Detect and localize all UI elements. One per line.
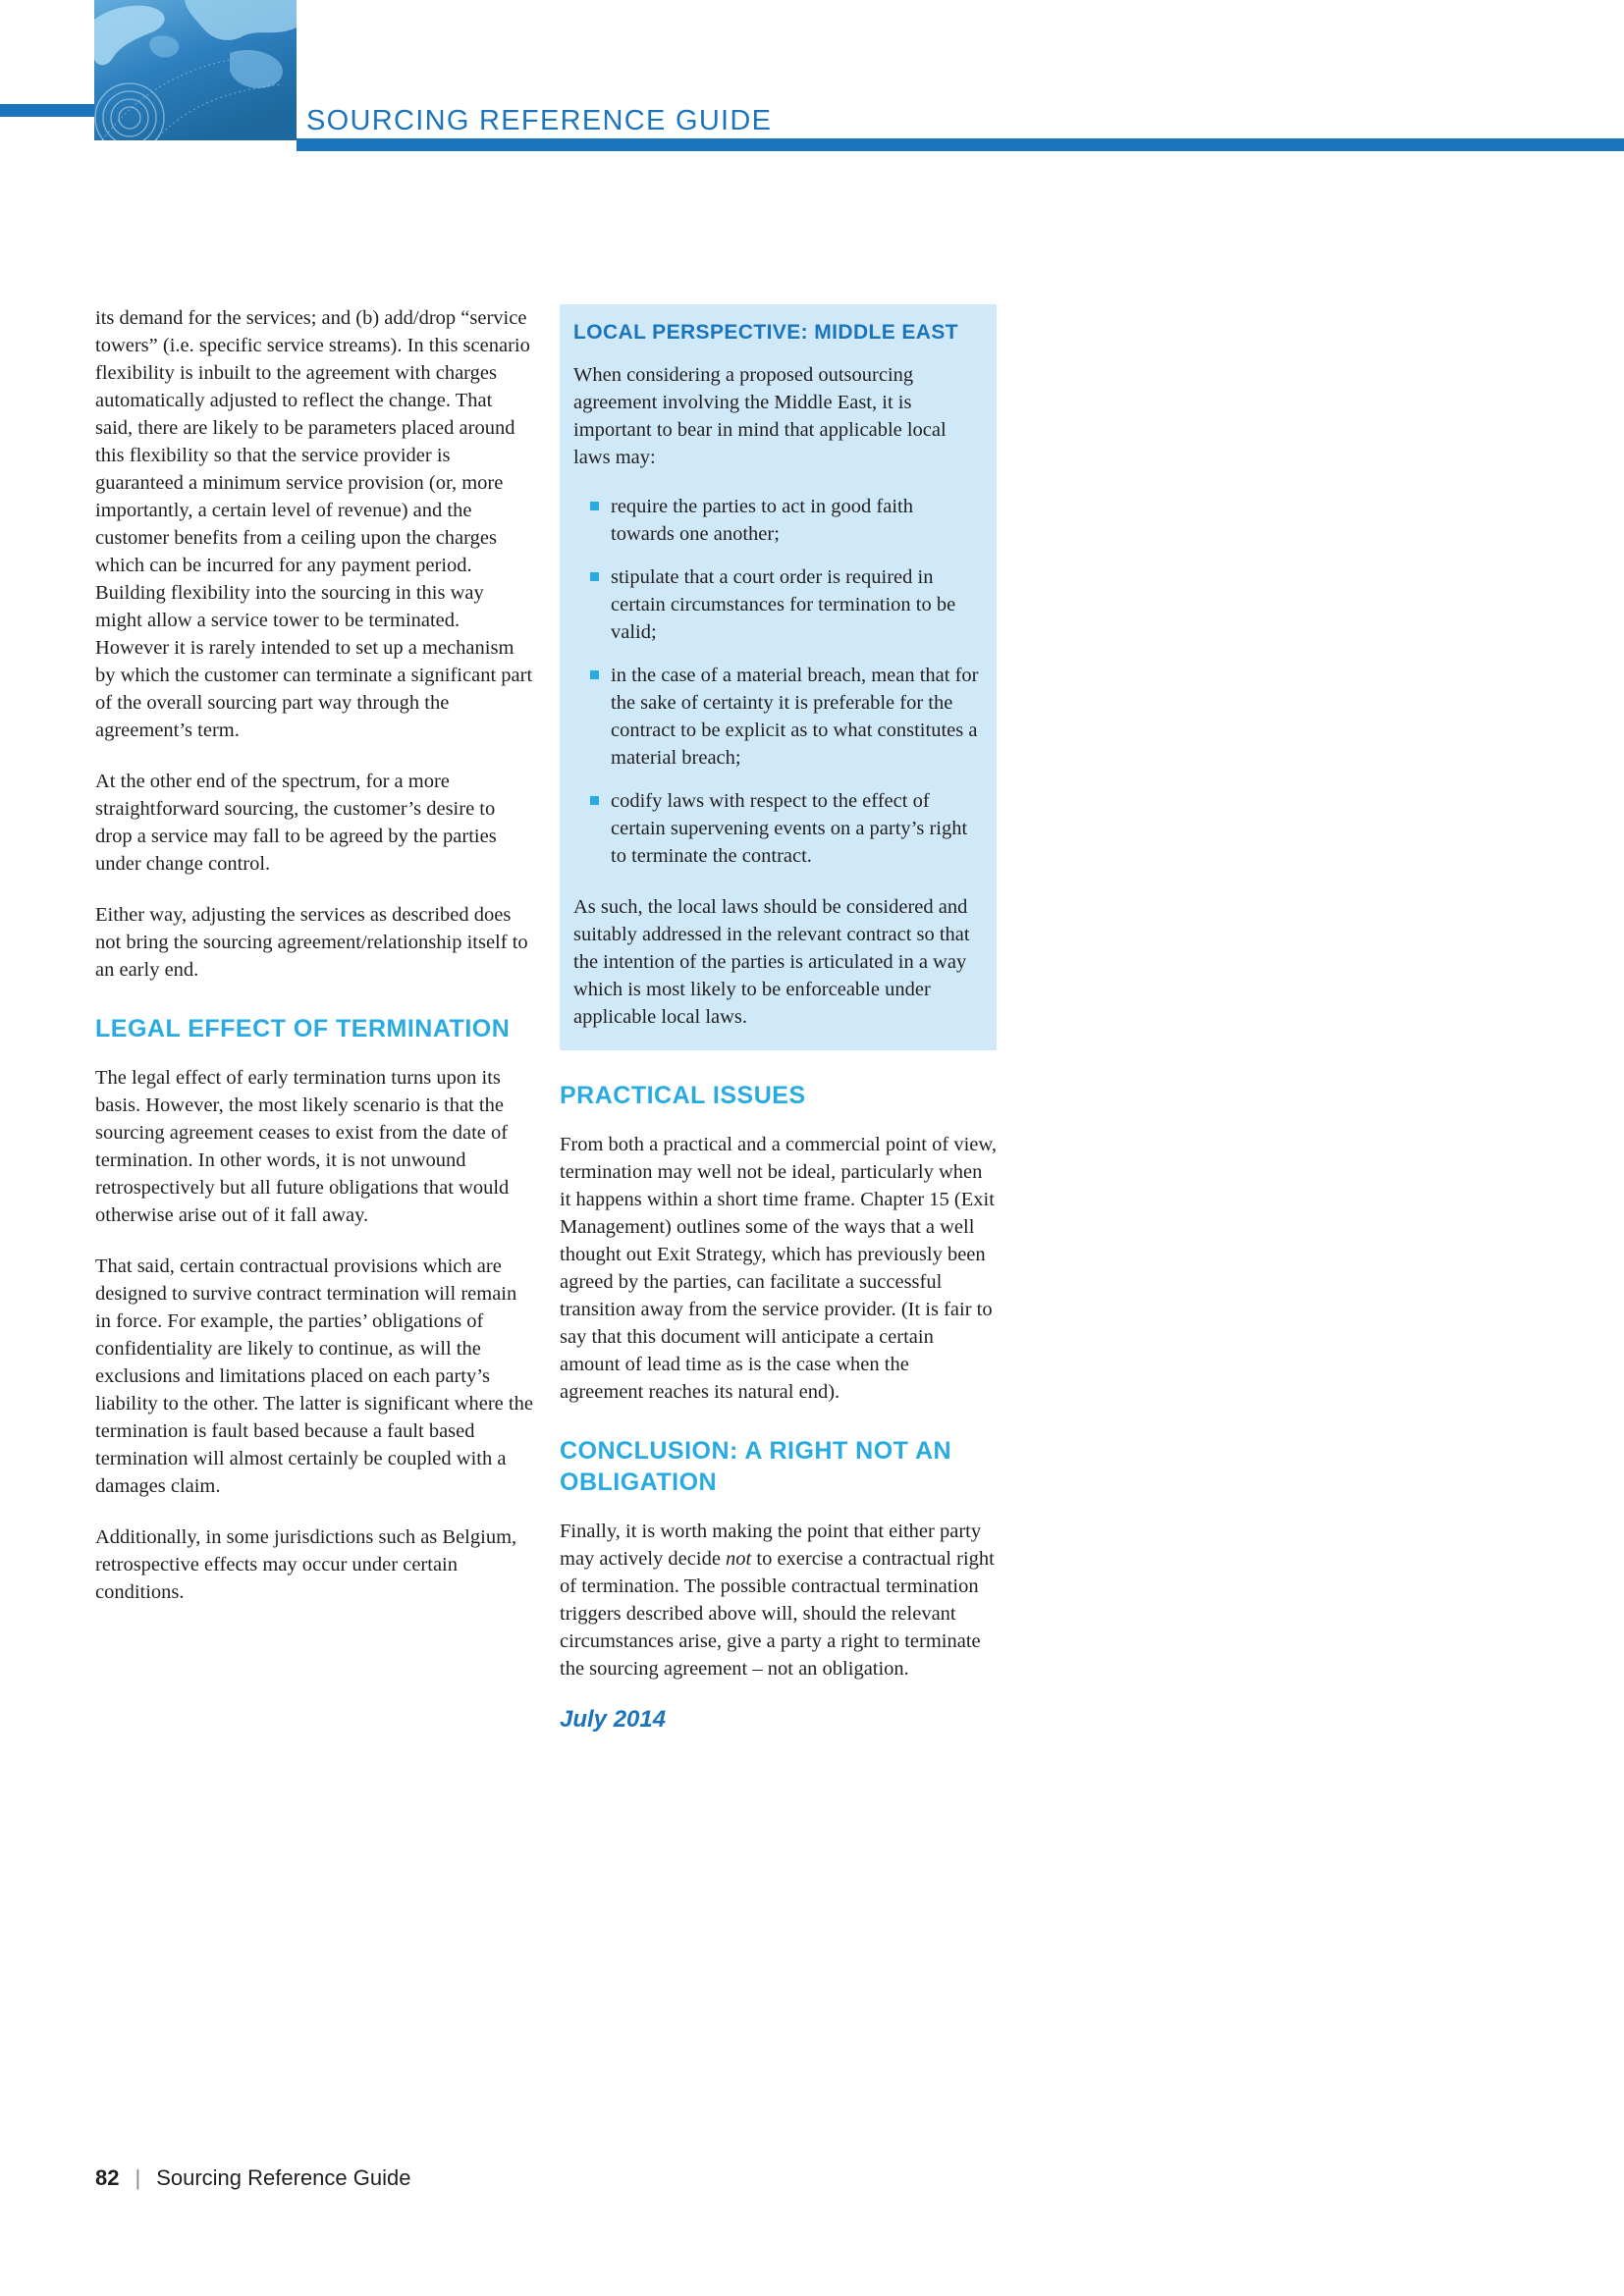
body-paragraph: At the other end of the spectrum, for a more straightforward sourcing, the customer’s desire to drop a service may fall to be agreed by the parties under change control. [95,771,497,875]
bullet-square-icon [590,796,599,805]
header-rule-left [0,104,94,117]
body-paragraph: That said, certain contractual provisions which are designed to survive contract termination will remain in force. For example, the parties’ obligations of confidentiality are likely to continue, as will the exclusions and limitations placed on each party’s liability to the other. The latter is significant where the termination is fault based because a fault based termination will almost certainly be coupled with a damages claim. [95,1255,533,1497]
callout-title: LOCAL PERSPECTIVE: MIDDLE EAST [573,321,958,344]
document-title: SOURCING REFERENCE GUIDE [306,105,773,136]
page-footer [95,2165,410,2191]
bullet-square-icon [590,502,599,510]
body-paragraph: Either way, adjusting the services as described does not bring the sourcing agreement/relationship itself to an early end. [95,904,528,981]
section-heading-conclusion: CONCLUSION: A RIGHT NOT AN OBLIGATION [560,1437,952,1496]
publication-date: July 2014 [560,1706,667,1733]
conclusion-text-before: Finally, it is worth making the point that either party may actively decide [560,1521,982,1570]
bullet-square-icon [590,670,599,679]
callout-outro: As such, the local laws should be considered and suitably addressed in the relevant contract so that the intention of the parties is articulated in a way which is most likely to be enforceable under applicable local laws. [573,896,970,1028]
bullet-text: in the case of a material breach, mean that for the sake of certainty it is preferable for the contract to be explicit as to what constitutes a material breach; [611,665,979,769]
callout-bullet-list [573,493,979,870]
section-heading-practical-issues: PRACTICAL ISSUES [560,1082,806,1109]
conclusion-text-after: to exercise a contractual right of termination. The possible contractual termination triggers described above will, should the relevant circumstances arise, give a party a right to terminate the sourcing agreement – not an obligation. [560,1548,995,1680]
footer-title: Sourcing Reference Guide [156,2165,411,2190]
header-rule-right [297,138,1624,151]
bullet-text: require the parties to act in good faith towards one another; [611,496,913,545]
world-map-image [94,0,297,140]
bullet-text: codify laws with respect to the effect of certain supervening events on a party’s right to terminate the contract. [611,790,968,867]
local-perspective-callout [560,304,997,1050]
right-column [560,304,997,1734]
body-paragraph: The legal effect of early termination turns upon its basis. However, the most likely scenario is that the sourcing agreement ceases to exist from the date of termination. In other words, it is not unwound retrospectively but all future obligations that would otherwise arise out of it fall away. [95,1067,510,1226]
page-number: 82 [95,2165,120,2190]
section-heading-legal-effect: LEGAL EFFECT OF TERMINATION [95,1015,511,1042]
conclusion-paragraph [560,1518,997,1682]
left-column [95,304,534,1629]
footer-separator: | [135,2165,141,2190]
body-paragraph: From both a practical and a commercial point of view, termination may well not be ideal, particularly when it happens within a short time frame. Chapter 15 (Exit Management) outlines some of the ways that a well thought out Exit Strategy, which has previously been agreed by the parties, can facilitate a successful transition away from the service provider. (It is fair to say that this document will anticipate a certain amount of lead time as is the case when the agreement reaches its natural end). [560,1134,997,1403]
conclusion-italic-word: not [726,1548,752,1570]
body-paragraph: its demand for the services; and (b) add/drop “service towers” (i.e. specific service streams). In this scenario flexibility is inbuilt to the agreement with charges automatically adjusted to reflect the change. That said, there are likely to be parameters placed around this flexibility so that the service provider is guaranteed a minimum service provision (or, more importantly, a certain level of revenue) and the customer benefits from a ceiling upon the charges which can be incurred for any payment period. Building flexibility into the sourcing in this way might allow a service tower to be terminated. However it is rarely intended to set up a mechanism by which the customer can terminate a significant part of the overall sourcing part way through the agreement’s term. [95,307,533,741]
bullet-item [573,662,979,772]
bullet-item [573,787,979,870]
bullet-square-icon [590,572,599,581]
body-paragraph: Additionally, in some jurisdictions such as Belgium, retrospective effects may occur under certain conditions. [95,1526,517,1603]
bullet-item [573,493,979,548]
bullet-text: stipulate that a court order is required in certain circumstances for termination to be valid; [611,566,956,643]
bullet-item [573,563,979,646]
callout-intro: When considering a proposed outsourcing agreement involving the Middle East, it is important to bear in mind that applicable local laws may: [573,364,947,468]
